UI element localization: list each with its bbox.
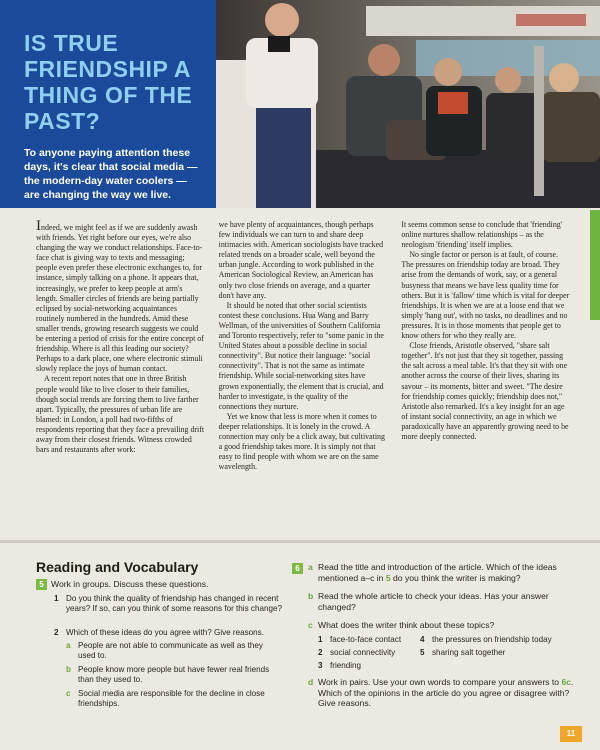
question-number: 1 [54,594,59,603]
article-subtitle: To anyone paying attention these days, it's clear that social media — the modern-day water coolers — are changing the way we live. [24,147,198,201]
article-header [0,0,600,208]
task-letter: a [308,562,313,572]
article-column-2 [219,220,388,535]
option-letter: a [66,641,71,650]
article-column-1 [36,220,205,535]
section-title: Reading and Vocabulary [36,559,199,575]
paragraph: No single factor or person is at fault, of course. The pressures on friendship today are broad. They arise from the demands of work, say, or a general busyness that means we have less quality time for others. But it is 'fallow' time which is vital for deeper friendships. It is when we are at a loose end that we simply 'hang out', with no tasks, no deadlines and no pressures. It is in those moments that people get to know others for who they really are. [401,250,570,341]
option-letter: c [66,689,71,698]
article-title: IS TRUE FRIENDSHIP A THING OF THE PAST? [24,30,193,134]
option-letter: b [66,665,71,674]
paragraph: Indeed, we might feel as if we are suddenly awash with friends. Yet right before our eyes, we're also changing the way we conduct relationships. Face-to-face chat is giving way to texts and messaging; people even prefer these electronic exchanges to, for instance, simply talking on a phone. It appears that, increasingly, we prefer to keep people at arm's length. Smaller circles of friends are being partially eclipsed by social-networking acquaintances routinely numbered in the hundreds. Amid these smaller trends, growing research suggests we could be entering a period of crisis for the entire concept of friendship. Where is all this leading our society? Perhaps to a dark place, one where electronic stimuli slowly replace the joys of human contact. [36,218,204,374]
paragraph: we have plenty of acquaintances, though perhaps few individuals we can turn to and share deep intimacies with. American sociologists have tracked related trends on a broader scale, well beyond the urban jungle. According to work published in the American Sociological Review, an American has only two close friends on average, and a quarter don't have any. [218,220,384,300]
edge-tab [590,210,600,320]
paragraph: A recent report notes that one in three British people would like to live closer to their families, though social trends are forcing them to live farther apart. Typically, the pressures of urban life are blamed: in London, a poll had two-fifths of respondents reporting that they face a prevailing drift away from their closest friends. Witness crowded bars and restaurants after work: [36,374,205,455]
header-photo [216,0,600,208]
paragraph: It should be noted that other social scientists contest these conclusions. Hua Wang and Barry Wellman, of the universities of Southern California and Toronto respectively, refer to "some panic in the United States about a possible decline in social connectivity". But notice their language: "social connectivity". That is not the same as intimate friendship. While social-networking sites have grown exponentially, the element that is crucial, and harder to investigate, is the quality of the connections they nurture. [218,300,384,411]
question-number: 2 [54,628,59,637]
task-letter: d [308,677,314,687]
task-letter: c [308,620,313,630]
exercise-number-badge: 5 [36,579,47,590]
exercise-5-prompt: 5 Work in groups. Discuss these questions. [36,579,286,590]
section-divider [0,540,600,543]
page-number: 11 [560,726,582,742]
drop-cap: I [36,218,41,234]
article-body [36,220,570,535]
paragraph: Close friends, Aristotle observed, "share salt together". It's not just that they sit together, passing the salt across a meal table. It's that they sit with one another across the course of their lives, sharing its savour – its moments, bitter and sweet. "The desire for friendship comes quickly; friendship does not," Aristotle also remarked. It's a key insight for an age of instant social connectivity, an age in which we paradoxically have an apparently growing need to be more deeply connected. [401,341,569,441]
paragraph: Yet we know that less is more when it comes to deeper relationships. It is lonely in the crowd. A connection may only be a click away, but cultivating a good friendship takes more. It is simply not that easy to find people with whom we are on the same wavelength. [218,411,385,472]
article-column-3 [401,220,570,535]
title-panel [0,0,216,208]
task-letter: b [308,591,314,601]
train-commuters-image [216,0,600,208]
exercise-number-badge: 6 [292,563,303,574]
paragraph: It seems common sense to conclude that 'friending' online nurtures shallow relationships – as the neologism 'friending' itself implies. [401,220,563,250]
